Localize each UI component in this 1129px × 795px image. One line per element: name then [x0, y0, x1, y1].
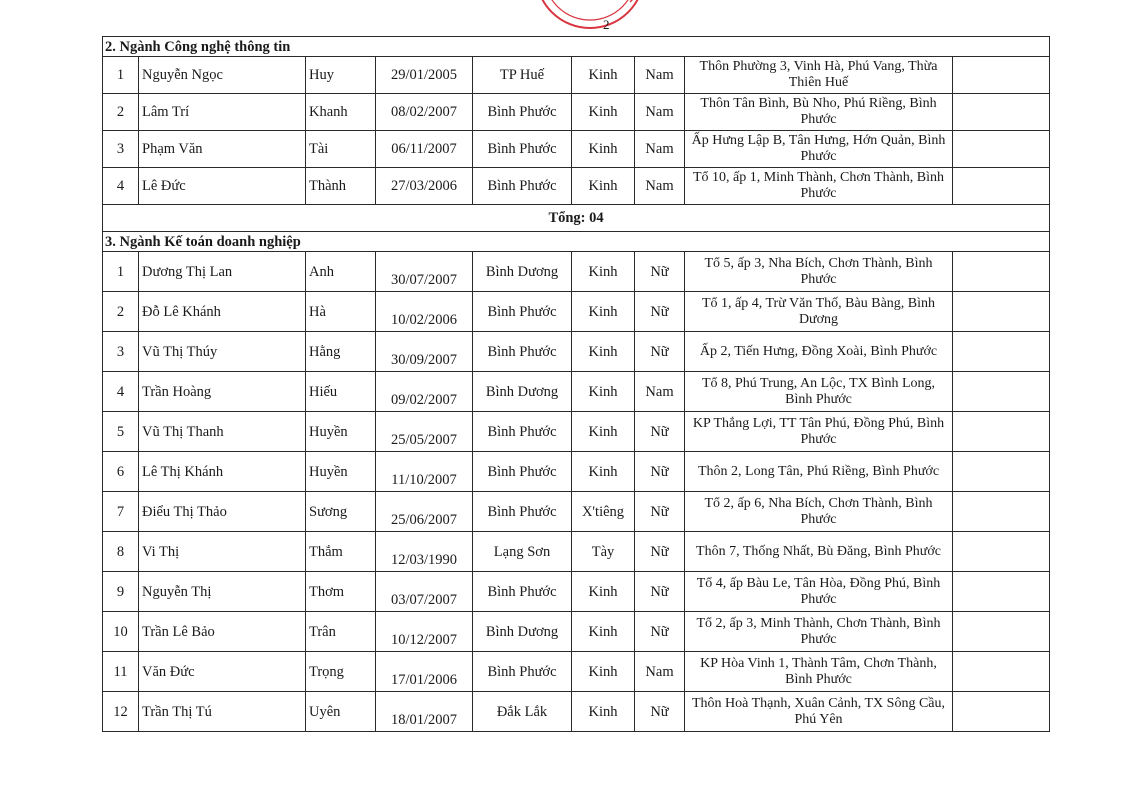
- surname-middle-name-cell: Trần Thị Tú: [139, 692, 306, 732]
- gender-cell: Nam: [635, 652, 685, 692]
- surname-middle-name-cell: Lê Thị Khánh: [139, 452, 306, 492]
- address-cell: Tổ 2, ấp 3, Minh Thành, Chơn Thành, Bình Phước: [685, 612, 953, 652]
- gender-cell: Nữ: [635, 452, 685, 492]
- given-name-cell: Hiếu: [306, 372, 376, 412]
- given-name-cell: Khanh: [306, 94, 376, 131]
- address-cell: Tổ 2, ấp 6, Nha Bích, Chơn Thành, Bình Phước: [685, 492, 953, 532]
- address-cell: Tổ 1, ấp 4, Trừ Văn Thố, Bàu Bàng, Bình Dương: [685, 292, 953, 332]
- date-of-birth-cell: 25/06/2007: [376, 492, 473, 532]
- table-row: [103, 168, 1050, 205]
- given-name-cell: Hà: [306, 292, 376, 332]
- table-row: [103, 252, 1050, 292]
- ethnicity-cell: Kinh: [572, 612, 635, 652]
- table-row: [103, 412, 1050, 452]
- given-name-cell: Thành: [306, 168, 376, 205]
- table-row: [103, 292, 1050, 332]
- note-cell: [953, 412, 1050, 452]
- address-cell: Tổ 5, ấp 3, Nha Bích, Chơn Thành, Bình Phước: [685, 252, 953, 292]
- table-row: [103, 652, 1050, 692]
- date-of-birth-cell: 27/03/2006: [376, 168, 473, 205]
- gender-cell: Nữ: [635, 252, 685, 292]
- given-name-cell: Trọng: [306, 652, 376, 692]
- surname-middle-name-cell: Nguyễn Ngọc: [139, 57, 306, 94]
- surname-middle-name-cell: Nguyễn Thị: [139, 572, 306, 612]
- given-name-cell: Huyền: [306, 412, 376, 452]
- gender-cell: Nữ: [635, 612, 685, 652]
- note-cell: [953, 532, 1050, 572]
- birthplace-cell: Bình Dương: [473, 612, 572, 652]
- ethnicity-cell: Kinh: [572, 94, 635, 131]
- row-index-cell: 1: [103, 57, 139, 94]
- ethnicity-cell: Kinh: [572, 452, 635, 492]
- row-index-cell: 4: [103, 168, 139, 205]
- surname-middle-name-cell: Văn Đức: [139, 652, 306, 692]
- note-cell: [953, 332, 1050, 372]
- ethnicity-cell: Kinh: [572, 57, 635, 94]
- ethnicity-cell: Kinh: [572, 572, 635, 612]
- table-row: [103, 332, 1050, 372]
- row-index-cell: 8: [103, 532, 139, 572]
- date-of-birth-cell: 18/01/2007: [376, 692, 473, 732]
- red-seal-stamp: [520, 0, 660, 32]
- surname-middle-name-cell: Trần Lê Bảo: [139, 612, 306, 652]
- address-cell: KP Hòa Vinh 1, Thành Tâm, Chơn Thành, Bình Phước: [685, 652, 953, 692]
- row-index-cell: 1: [103, 252, 139, 292]
- gender-cell: Nữ: [635, 572, 685, 612]
- birthplace-cell: Bình Phước: [473, 292, 572, 332]
- table-row: [103, 612, 1050, 652]
- surname-middle-name-cell: Lâm Trí: [139, 94, 306, 131]
- section-title: 2. Ngành Công nghệ thông tin: [103, 37, 1050, 57]
- birthplace-cell: Bình Phước: [473, 131, 572, 168]
- gender-cell: Nữ: [635, 412, 685, 452]
- table-row: [103, 572, 1050, 612]
- given-name-cell: Uyên: [306, 692, 376, 732]
- date-of-birth-cell: 03/07/2007: [376, 572, 473, 612]
- note-cell: [953, 57, 1050, 94]
- given-name-cell: Thắm: [306, 532, 376, 572]
- address-cell: Ấp Hưng Lập B, Tân Hưng, Hớn Quản, Bình Phước: [685, 131, 953, 168]
- surname-middle-name-cell: Vũ Thị Thanh: [139, 412, 306, 452]
- section-title: 3. Ngành Kế toán doanh nghiệp: [103, 232, 1050, 252]
- given-name-cell: Thơm: [306, 572, 376, 612]
- surname-middle-name-cell: Vũ Thị Thúy: [139, 332, 306, 372]
- note-cell: [953, 131, 1050, 168]
- date-of-birth-cell: 09/02/2007: [376, 372, 473, 412]
- ethnicity-cell: Kinh: [572, 372, 635, 412]
- row-index-cell: 2: [103, 292, 139, 332]
- section-total: Tổng: 04: [103, 205, 1050, 232]
- table-row: [103, 492, 1050, 532]
- page-number: 2: [603, 17, 610, 32]
- date-of-birth-cell: 30/07/2007: [376, 252, 473, 292]
- gender-cell: Nam: [635, 94, 685, 131]
- date-of-birth-cell: 11/10/2007: [376, 452, 473, 492]
- birthplace-cell: Bình Phước: [473, 572, 572, 612]
- note-cell: [953, 492, 1050, 532]
- date-of-birth-cell: 29/01/2005: [376, 57, 473, 94]
- birthplace-cell: Bình Dương: [473, 252, 572, 292]
- gender-cell: Nam: [635, 57, 685, 94]
- ethnicity-cell: Kinh: [572, 131, 635, 168]
- date-of-birth-cell: 25/05/2007: [376, 412, 473, 452]
- gender-cell: Nữ: [635, 292, 685, 332]
- date-of-birth-cell: 17/01/2006: [376, 652, 473, 692]
- given-name-cell: Sương: [306, 492, 376, 532]
- surname-middle-name-cell: Lê Đức: [139, 168, 306, 205]
- note-cell: [953, 612, 1050, 652]
- section-header: [103, 37, 1050, 57]
- ethnicity-cell: Kinh: [572, 168, 635, 205]
- address-cell: Thôn 2, Long Tân, Phú Riềng, Bình Phước: [685, 452, 953, 492]
- birthplace-cell: Bình Phước: [473, 492, 572, 532]
- ethnicity-cell: Kinh: [572, 292, 635, 332]
- note-cell: [953, 372, 1050, 412]
- gender-cell: Nam: [635, 131, 685, 168]
- birthplace-cell: Bình Dương: [473, 372, 572, 412]
- birthplace-cell: Bình Phước: [473, 168, 572, 205]
- row-index-cell: 12: [103, 692, 139, 732]
- address-cell: Thôn Hoà Thạnh, Xuân Cảnh, TX Sông Cầu, Phú Yên: [685, 692, 953, 732]
- table-row: [103, 57, 1050, 94]
- note-cell: [953, 692, 1050, 732]
- gender-cell: Nữ: [635, 492, 685, 532]
- student-roster-table: [102, 36, 1050, 732]
- ethnicity-cell: Kinh: [572, 692, 635, 732]
- note-cell: [953, 94, 1050, 131]
- row-index-cell: 4: [103, 372, 139, 412]
- given-name-cell: Tài: [306, 131, 376, 168]
- birthplace-cell: Bình Phước: [473, 452, 572, 492]
- address-cell: Ấp 2, Tiến Hưng, Đồng Xoài, Bình Phước: [685, 332, 953, 372]
- birthplace-cell: Bình Phước: [473, 412, 572, 452]
- given-name-cell: Anh: [306, 252, 376, 292]
- note-cell: [953, 168, 1050, 205]
- given-name-cell: Huyền: [306, 452, 376, 492]
- given-name-cell: Huy: [306, 57, 376, 94]
- table-row: [103, 532, 1050, 572]
- note-cell: [953, 252, 1050, 292]
- surname-middle-name-cell: Vi Thị: [139, 532, 306, 572]
- row-index-cell: 6: [103, 452, 139, 492]
- ethnicity-cell: Kinh: [572, 652, 635, 692]
- table-row: [103, 372, 1050, 412]
- section-header: [103, 232, 1050, 252]
- birthplace-cell: TP Huế: [473, 57, 572, 94]
- gender-cell: Nữ: [635, 532, 685, 572]
- surname-middle-name-cell: Dương Thị Lan: [139, 252, 306, 292]
- date-of-birth-cell: 12/03/1990: [376, 532, 473, 572]
- address-cell: Thôn Tân Bình, Bù Nho, Phú Riềng, Bình Phước: [685, 94, 953, 131]
- table-row: [103, 692, 1050, 732]
- ethnicity-cell: Kinh: [572, 252, 635, 292]
- surname-middle-name-cell: Phạm Văn: [139, 131, 306, 168]
- given-name-cell: Hằng: [306, 332, 376, 372]
- address-cell: Thôn Phường 3, Vinh Hà, Phú Vang, Thừa Thiên Huế: [685, 57, 953, 94]
- surname-middle-name-cell: Điểu Thị Thảo: [139, 492, 306, 532]
- row-index-cell: 11: [103, 652, 139, 692]
- address-cell: Thôn 7, Thống Nhất, Bù Đăng, Bình Phước: [685, 532, 953, 572]
- row-index-cell: 3: [103, 131, 139, 168]
- ethnicity-cell: Kinh: [572, 332, 635, 372]
- gender-cell: Nam: [635, 372, 685, 412]
- gender-cell: Nam: [635, 168, 685, 205]
- row-index-cell: 3: [103, 332, 139, 372]
- birthplace-cell: Bình Phước: [473, 94, 572, 131]
- row-index-cell: 2: [103, 94, 139, 131]
- given-name-cell: Trân: [306, 612, 376, 652]
- surname-middle-name-cell: Đỗ Lê Khánh: [139, 292, 306, 332]
- address-cell: KP Thắng Lợi, TT Tân Phú, Đồng Phú, Bình Phước: [685, 412, 953, 452]
- note-cell: [953, 652, 1050, 692]
- ethnicity-cell: Tày: [572, 532, 635, 572]
- birthplace-cell: Lạng Sơn: [473, 532, 572, 572]
- address-cell: Tổ 10, ấp 1, Minh Thành, Chơn Thành, Bình Phước: [685, 168, 953, 205]
- row-index-cell: 9: [103, 572, 139, 612]
- table-row: [103, 452, 1050, 492]
- birthplace-cell: Bình Phước: [473, 652, 572, 692]
- surname-middle-name-cell: Trần Hoàng: [139, 372, 306, 412]
- row-index-cell: 10: [103, 612, 139, 652]
- table-row: [103, 94, 1050, 131]
- date-of-birth-cell: 10/02/2006: [376, 292, 473, 332]
- date-of-birth-cell: 06/11/2007: [376, 131, 473, 168]
- birthplace-cell: Bình Phước: [473, 332, 572, 372]
- birthplace-cell: Đắk Lắk: [473, 692, 572, 732]
- note-cell: [953, 452, 1050, 492]
- date-of-birth-cell: 08/02/2007: [376, 94, 473, 131]
- address-cell: Tổ 8, Phú Trung, An Lộc, TX Bình Long, Bình Phước: [685, 372, 953, 412]
- note-cell: [953, 292, 1050, 332]
- note-cell: [953, 572, 1050, 612]
- date-of-birth-cell: 30/09/2007: [376, 332, 473, 372]
- table-row: [103, 131, 1050, 168]
- address-cell: Tổ 4, ấp Bàu Le, Tân Hòa, Đồng Phú, Bình Phước: [685, 572, 953, 612]
- ethnicity-cell: Kinh: [572, 412, 635, 452]
- row-index-cell: 5: [103, 412, 139, 452]
- row-index-cell: 7: [103, 492, 139, 532]
- date-of-birth-cell: 10/12/2007: [376, 612, 473, 652]
- ethnicity-cell: X'tiêng: [572, 492, 635, 532]
- gender-cell: Nữ: [635, 692, 685, 732]
- gender-cell: Nữ: [635, 332, 685, 372]
- section-total-row: [103, 205, 1050, 232]
